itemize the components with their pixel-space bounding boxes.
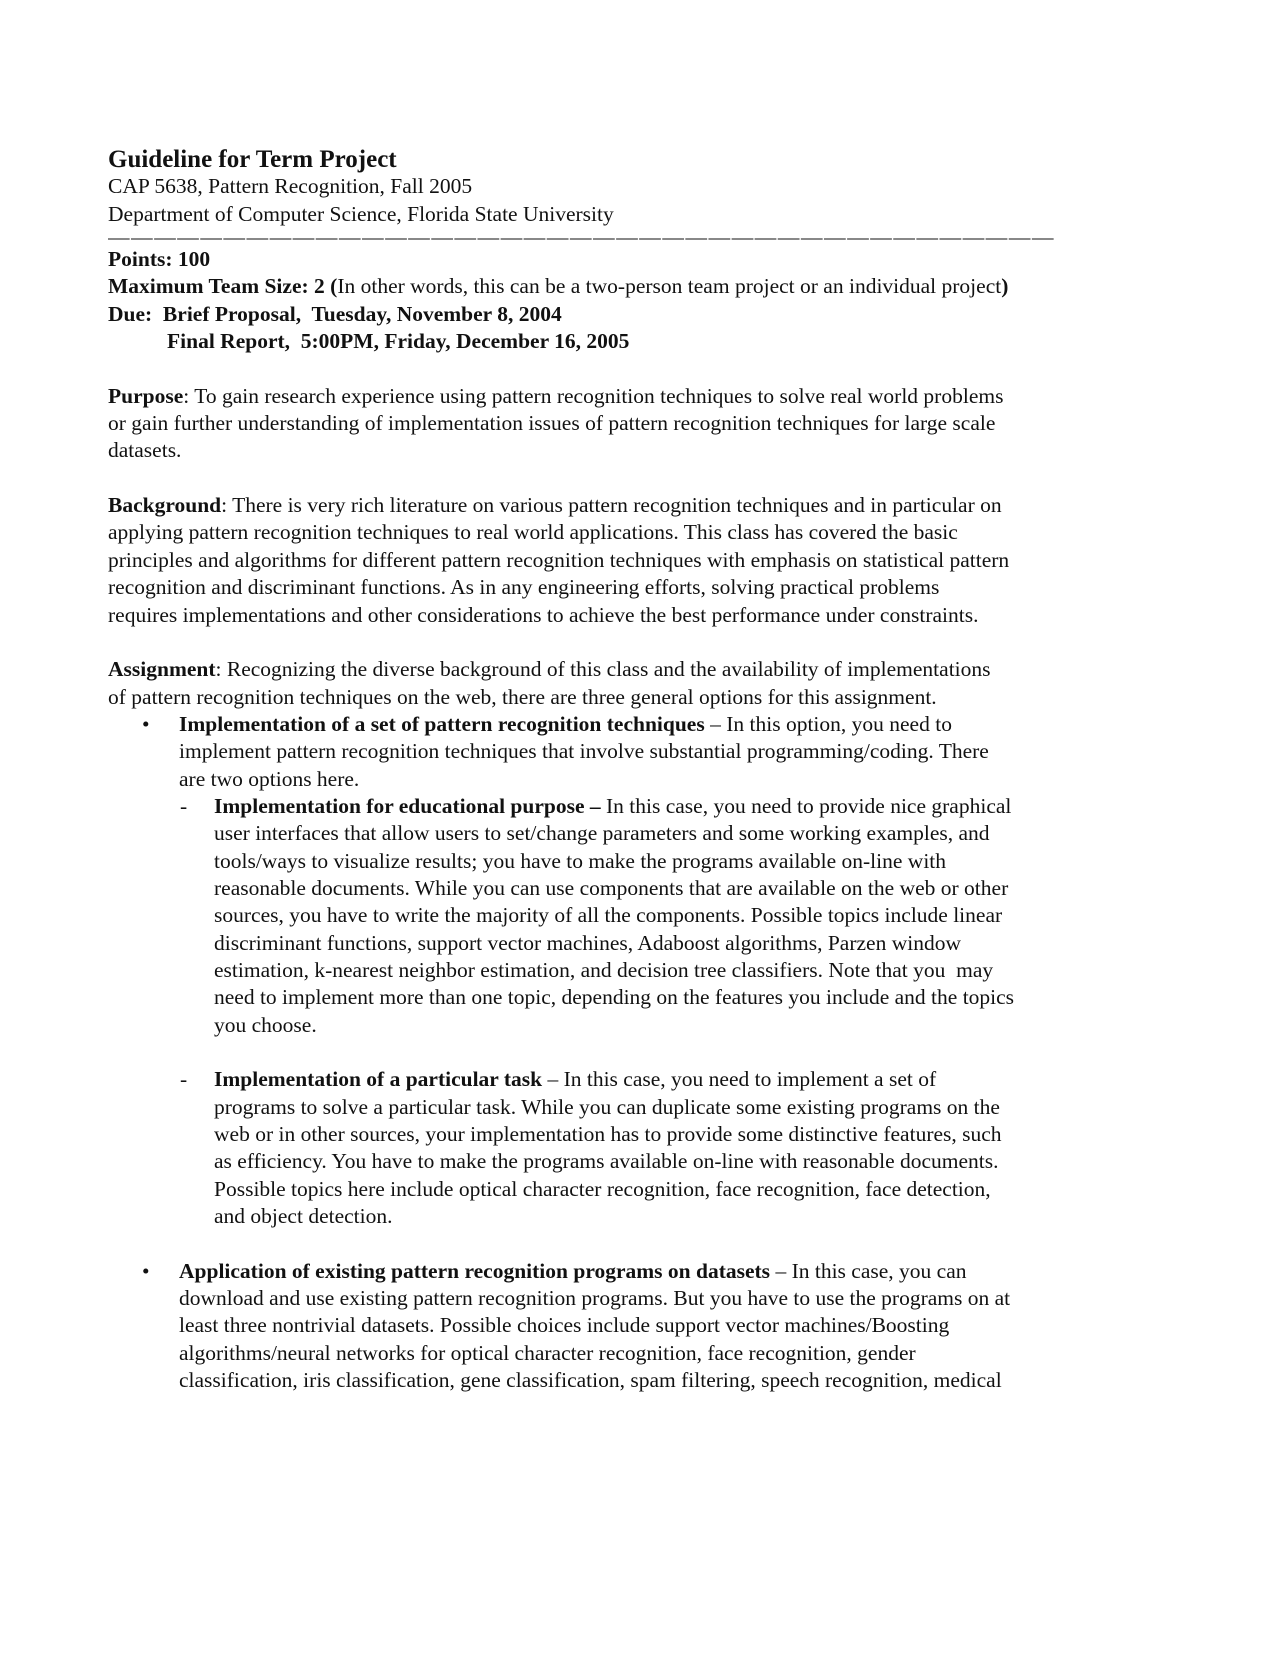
text: discriminant functions, support vector machines, Adaboost algorithms, Parzen window: [214, 930, 961, 955]
blank-line: [108, 1039, 1128, 1066]
text-line: [108, 492, 1128, 519]
text-line: [108, 793, 1128, 820]
text: requires implementations and other considerations to achieve the best performance under constraints.: [108, 602, 979, 627]
text-line: [108, 711, 1128, 738]
text-line: [108, 1312, 1128, 1339]
text: or gain further understanding of implementation issues of pattern recognition techniques for large scale: [108, 411, 996, 436]
text-line: [108, 1094, 1128, 1121]
text-line: [108, 328, 1128, 355]
text: estimation, k-nearest neighbor estimation, and decision tree classifiers. Note that you may: [214, 957, 994, 982]
text: tools/ways to visualize results; you have to make the programs available on-line with: [214, 848, 947, 873]
text: In other words, this can be a two-person team project or an individual project: [337, 274, 1002, 299]
bold-text: Implementation of a set of pattern recognition techniques: [179, 711, 705, 736]
text-line: [108, 1203, 1128, 1230]
text-line: [108, 957, 1128, 984]
text-line: [108, 820, 1128, 847]
bold-text: Points: 100: [108, 247, 211, 272]
text: as efficiency. You have to make the programs available on-line with reasonable documents.: [214, 1149, 999, 1174]
text: Possible topics here include optical character recognition, face recognition, face detection,: [214, 1176, 991, 1201]
text-line: [108, 246, 1128, 273]
text-line: [108, 1012, 1128, 1039]
text: user interfaces that allow users to set/change parameters and some working examples, and: [214, 821, 990, 846]
text-line: [108, 519, 1128, 546]
text-line: [108, 1340, 1128, 1367]
bold-text: Purpose: [108, 383, 184, 408]
text: – In this option, you need to: [704, 711, 952, 736]
text-line: [108, 1066, 1128, 1093]
text-line: [108, 547, 1128, 574]
dash-marker: -: [180, 1067, 188, 1092]
text-line: [108, 656, 1128, 683]
bold-text: Due: Brief Proposal, Tuesday, November 8, 2004: [108, 301, 562, 326]
blank-line: [108, 629, 1128, 656]
text-line: [108, 766, 1128, 793]
text-line: [108, 1176, 1128, 1203]
bold-text: Implementation for educational purpose –: [214, 793, 601, 818]
text: least three nontrivial datasets. Possible choices include support vector machines/Boosting: [179, 1313, 950, 1338]
text-line: [108, 437, 1128, 464]
text: applying pattern recognition techniques to real world applications. This class has covered the basic: [108, 520, 958, 545]
document-body: [108, 146, 1128, 1394]
text: programs to solve a particular task. While you can duplicate some existing programs on the: [214, 1094, 1000, 1119]
bold-text: Final Report, 5:00PM, Friday, December 16, 2005: [167, 329, 630, 354]
text: you choose.: [214, 1012, 317, 1037]
text-line: [108, 273, 1128, 300]
text: recognition and discriminant functions. As in any engineering efforts, solving practical problems: [108, 575, 940, 600]
text-line: [108, 410, 1128, 437]
blank-line: [108, 355, 1128, 382]
text: principles and algorithms for different pattern recognition techniques with emphasis on statistical pattern: [108, 547, 1010, 572]
text: : There is very rich literature on various pattern recognition techniques and in particular on: [221, 493, 1002, 518]
separator-line: —————————————————————————————————————————: [108, 228, 1056, 247]
text: datasets.: [108, 438, 182, 463]
bullet-marker: •: [142, 1258, 150, 1283]
text: reasonable documents. While you can use components that are available on the web or other: [214, 875, 1009, 900]
text-line: [108, 902, 1128, 929]
text: In this case, you need to provide nice graphical: [600, 793, 1012, 818]
text-line: [108, 1285, 1128, 1312]
blank-line: [108, 1230, 1128, 1257]
text-line: [108, 383, 1128, 410]
text-line: [108, 848, 1128, 875]
bold-text: Maximum Team Size: 2 (: [108, 274, 338, 299]
text: are two options here.: [179, 766, 360, 791]
text-line: [108, 301, 1128, 328]
text: of pattern recognition techniques on the web, there are three general options for this assignment.: [108, 684, 937, 709]
text: – In this case, you need to implement a set of: [542, 1067, 937, 1092]
text-line: [108, 1258, 1128, 1285]
text-line: [108, 684, 1128, 711]
bold-text: Implementation of a particular task: [214, 1067, 543, 1092]
dash-marker: -: [180, 793, 188, 818]
body-text: [108, 246, 1128, 1394]
text-line: [108, 602, 1128, 629]
text-line: [108, 930, 1128, 957]
text: web or in other sources, your implementation has to provide some distinctive features, such: [214, 1122, 1002, 1147]
bold-text: Application of existing pattern recognition programs on datasets: [179, 1258, 771, 1283]
text-line: [108, 875, 1128, 902]
text-line: [108, 574, 1128, 601]
text-line: [108, 1148, 1128, 1175]
text-line: [108, 1121, 1128, 1148]
blank-line: [108, 465, 1128, 492]
text: : Recognizing the diverse background of this class and the availability of implementations: [215, 657, 991, 682]
text-line: [108, 1367, 1128, 1394]
course-line: CAP 5638, Pattern Recognition, Fall 2005: [108, 174, 473, 199]
text: download and use existing pattern recognition programs. But you have to use the programs on at: [179, 1286, 1011, 1311]
text: : To gain research experience using pattern recognition techniques to solve real world problems: [183, 383, 1004, 408]
text: – In this case, you can: [770, 1258, 967, 1283]
department-line: Department of Computer Science, Florida State University: [108, 201, 614, 226]
text: sources, you have to write the majority of all the components. Possible topics include linear: [214, 903, 1003, 928]
text-line: [108, 738, 1128, 765]
bold-text: Assignment: [108, 657, 216, 682]
text: need to implement more than one topic, depending on the features you include and the topics: [214, 985, 1015, 1010]
text: algorithms/neural networks for optical character recognition, face recognition, gender: [179, 1340, 916, 1365]
text-line: [108, 984, 1128, 1011]
bullet-marker: •: [142, 711, 150, 736]
text: and object detection.: [214, 1204, 393, 1229]
document-title: Guideline for Term Project: [108, 146, 397, 173]
text: classification, iris classification, gene classification, spam filtering, speech recognition, medical: [179, 1368, 1002, 1393]
text: implement pattern recognition techniques that involve substantial programming/coding. There: [179, 739, 989, 764]
bold-text: ): [1001, 274, 1009, 299]
bold-text: Background: [108, 493, 222, 518]
